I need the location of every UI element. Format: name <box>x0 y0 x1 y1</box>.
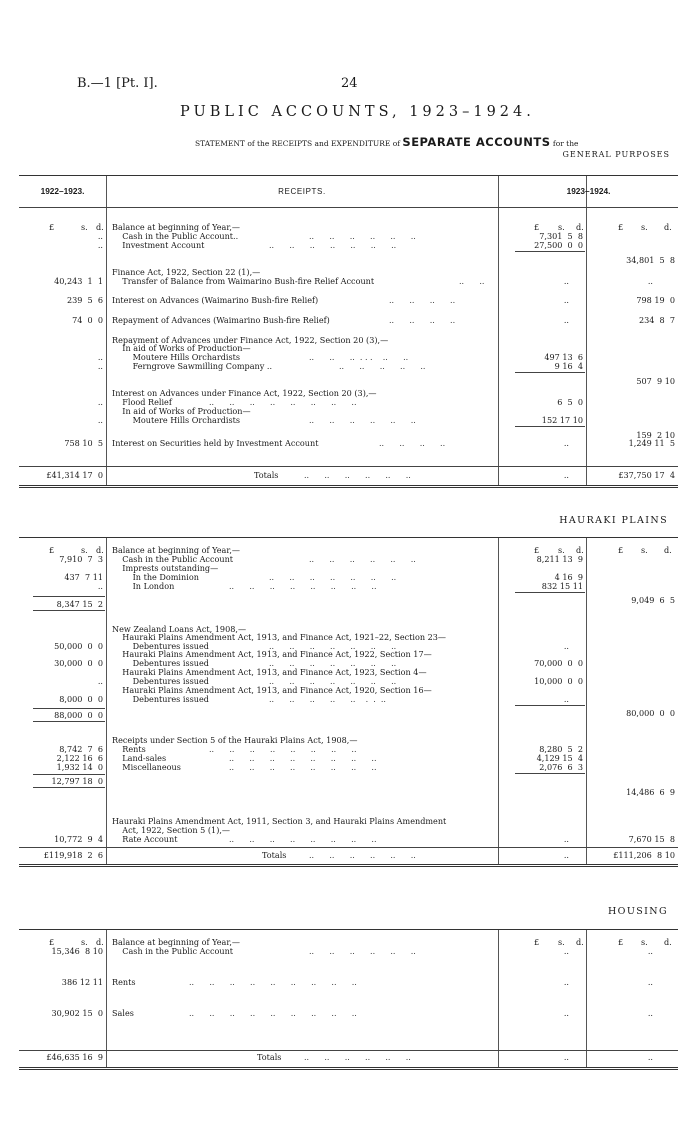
leader-dots: .. .. .. .. .. .. .. .. <box>229 582 377 591</box>
row-text: Sales <box>112 1008 134 1018</box>
leader-dots: .. .. .. .. .. .. .. .. .. <box>189 1009 357 1018</box>
unit-shillings: s. <box>641 937 648 947</box>
unit-pence: d. <box>664 545 672 555</box>
page-title: PUBLIC ACCOUNTS, 1923–1924. <box>180 104 535 120</box>
totals-label: Totals <box>262 850 287 860</box>
row-text: In aid of Works of Production— <box>112 343 251 353</box>
column-header-prev-year: 1922–1923. <box>40 186 85 196</box>
sub-value: .. <box>563 276 569 286</box>
sub-value: 8,211 13 9 <box>536 554 583 564</box>
row-text: Moutere Hills Orchardists <box>112 352 241 362</box>
totals-sub: .. <box>563 1052 569 1062</box>
sub-value: 497 13 6 <box>544 352 583 362</box>
row-text: In the Dominion <box>112 572 199 582</box>
row-text: In London <box>112 581 175 591</box>
sub-value: .. <box>563 694 569 704</box>
prev-value: 74 0 0 <box>72 315 103 325</box>
total-value: 7,670 15 8 <box>628 834 675 844</box>
leader-dots: .. .. .. .. .. .. .. .. <box>229 754 377 763</box>
row-text: Repayment of Advances under Finance Act, 1922, Section 20 (3),— <box>112 335 389 345</box>
leader-dots: .. .. .. .. .. .. .. .. <box>229 763 377 772</box>
unit-shillings: s. <box>558 545 565 555</box>
row-text: Cash in the Public Account <box>112 946 234 956</box>
total-value: 1,249 11 5 <box>628 438 675 448</box>
section-title-housing: HOUSING <box>607 906 668 917</box>
total-value: 14,486 6 9 <box>626 787 675 797</box>
general-purposes-table <box>19 175 678 488</box>
total-value: .. <box>647 1008 653 1018</box>
leader-dots: .. .. .. .. .. .. <box>304 1053 411 1062</box>
row-text: Interest on Securities held by Investment Account <box>112 438 319 448</box>
totals-label: Totals <box>257 1052 282 1062</box>
totals-label: Totals <box>254 470 279 480</box>
total-value: 159 2 10 <box>636 430 675 440</box>
unit-shillings: s. <box>641 222 648 232</box>
prev-value: 7,910 7 3 <box>59 554 103 564</box>
subtotal-prev: 12,797 18 0 <box>51 776 103 786</box>
unit-pound: £ <box>534 222 540 232</box>
leader-dots: .. .. .. .. .. .. <box>304 471 411 480</box>
total-value: 80,000 0 0 <box>626 708 675 718</box>
unit-pence: d. <box>664 937 672 947</box>
prev-value: 30,902 15 0 <box>51 1008 103 1018</box>
sub-value: 2,076 6 3 <box>539 762 583 772</box>
prev-value: 8,742 7 6 <box>59 744 103 754</box>
row-text: Moutere Hills Orchardists <box>112 415 241 425</box>
row-text: Transfer of Balance from Waimarino Bush-fire Relief Account <box>112 276 375 286</box>
hauraki-plains-table <box>19 537 678 867</box>
prev-value: .. <box>97 581 103 591</box>
leader-dots: .. .. .. .. .. .. <box>309 851 416 860</box>
row-text: Imprests outstanding— <box>112 563 219 573</box>
page-number: 24 <box>341 76 358 91</box>
leader-dots: .. .. .. .. .. .. .. <box>269 573 397 582</box>
unit-shillings: s. <box>558 222 565 232</box>
row-text: Balance at beginning of Year,— <box>112 937 241 947</box>
sub-value: 9 16 4 <box>554 361 583 371</box>
subtotal-prev: 88,000 0 0 <box>54 710 103 720</box>
sub-value: .. <box>563 977 569 987</box>
leader-dots: .. .. .. .. .. .. .. <box>269 642 397 651</box>
prev-value: .. <box>97 397 103 407</box>
totals-prev: £41,314 17 0 <box>46 470 103 480</box>
total-value: 34,801 5 8 <box>626 255 675 265</box>
row-text: Cash in the Public Account.. <box>112 231 239 241</box>
total-value: 234 8 7 <box>638 315 675 325</box>
row-text: Rate Account <box>112 834 178 844</box>
unit-pence: d. <box>96 545 104 555</box>
unit-shillings: s. <box>81 937 88 947</box>
subtotal-prev: 8,347 15 2 <box>56 599 103 609</box>
sub-value: 4,129 15 4 <box>536 753 583 763</box>
prev-value: 239 5 6 <box>66 295 103 305</box>
prev-value: .. <box>97 352 103 362</box>
leader-dots: .. .. .. .. .. .. .. .. <box>209 745 357 754</box>
row-text: Interest on Advances (Waimarino Bush-fire Relief) <box>112 295 319 305</box>
row-text: Land-sales <box>112 753 167 763</box>
prev-value: 1,932 14 0 <box>56 762 103 772</box>
leader-dots: .. .. .. .. .. . . .. <box>269 695 386 704</box>
leader-dots: .. .. .. .. <box>379 439 446 448</box>
prev-value: 15,346 8 10 <box>51 946 103 956</box>
unit-pound: £ <box>534 937 540 947</box>
sub-value: .. <box>563 315 569 325</box>
sub-value: 4 16 9 <box>554 572 583 582</box>
column-header-receipts: RECEIPTS. <box>278 187 326 196</box>
unit-pence: d. <box>576 222 584 232</box>
leader-dots: .. .. .. .. .. .. .. .. .. <box>189 978 357 987</box>
leader-dots: .. .. .. .. .. .. .. <box>269 677 397 686</box>
row-text: Rents <box>112 744 146 754</box>
leader-dots: .. .. .. .. .. .. .. .. <box>229 835 377 844</box>
leader-dots: .. .. .. .. <box>389 316 456 325</box>
sub-value: .. <box>563 834 569 844</box>
row-text: Repayment of Advances (Waimarino Bush-fire Relief) <box>112 315 330 325</box>
row-text: Debentures issued <box>112 676 209 686</box>
sub-value: 10,000 0 0 <box>534 676 583 686</box>
row-text: Debentures issued <box>112 658 209 668</box>
prev-value: 30,000 0 0 <box>54 658 103 668</box>
leader-dots: .. .. .. .. .. .. <box>309 416 416 425</box>
row-text: Cash in the Public Account <box>112 554 234 564</box>
prev-value: 10,772 9 4 <box>54 834 103 844</box>
prev-value: 437 7 11 <box>64 572 103 582</box>
unit-shillings: s. <box>641 545 648 555</box>
total-value: 798 19 0 <box>636 295 675 305</box>
row-text: Finance Act, 1922, Section 22 (1),— <box>112 267 261 277</box>
unit-pound: £ <box>618 222 624 232</box>
row-text: Ferngrove Sawmilling Company .. <box>112 361 273 371</box>
row-text: Debentures issued <box>112 694 209 704</box>
row-text: Hauraki Plains Amendment Act, 1913, and Finance Act, 1921–22, Section 23— <box>112 632 447 642</box>
sub-value: .. <box>563 641 569 651</box>
row-text: Miscellaneous <box>112 762 181 772</box>
statement-subtitle: STATEMENT of the RECEIPTS and EXPENDITURE of SEPARATE ACCOUNTS for the <box>195 135 579 149</box>
totals-current: £111,206 8 10 <box>613 850 675 860</box>
section-title-general-purposes: GENERAL PURPOSES <box>562 150 670 159</box>
unit-shillings: s. <box>81 545 88 555</box>
prev-value: 40,243 1 1 <box>54 276 103 286</box>
totals-sub: .. <box>563 470 569 480</box>
unit-pound: £ <box>618 937 624 947</box>
leader-dots: .. .. .. .. <box>389 296 456 305</box>
totals-sub: .. <box>563 850 569 860</box>
totals-prev: £46,635 16 9 <box>46 1052 103 1062</box>
row-text: Hauraki Plains Amendment Act, 1911, Section 3, and Hauraki Plains Amendment <box>112 816 447 826</box>
total-value: .. <box>647 276 653 286</box>
sub-value: 27,500 0 0 <box>534 240 583 250</box>
leader-dots: .. .. .. .. .. .. <box>309 232 416 241</box>
sub-value: 832 15 11 <box>541 581 583 591</box>
row-text: Debentures issued <box>112 641 209 651</box>
sub-value: .. <box>563 295 569 305</box>
total-value: .. <box>647 977 653 987</box>
prev-value: .. <box>97 361 103 371</box>
leader-dots: .. .. .. .. .. .. .. .. <box>209 398 357 407</box>
prev-value: .. <box>97 231 103 241</box>
row-text: Receipts under Section 5 of the Hauraki Plains Act, 1908,— <box>112 735 358 745</box>
prev-value: 50,000 0 0 <box>54 641 103 651</box>
total-value: .. <box>647 946 653 956</box>
row-text: Flood Relief <box>112 397 172 407</box>
row-text: Interest on Advances under Finance Act, 1922, Section 20 (3),— <box>112 388 377 398</box>
leader-dots: .. .. .. .. .. .. .. <box>269 659 397 668</box>
unit-shillings: s. <box>558 937 565 947</box>
leader-dots: .. .. <box>459 277 485 286</box>
housing-table <box>19 929 678 1070</box>
leader-dots: .. .. .. .. .. .. <box>309 947 416 956</box>
row-text: New Zealand Loans Act, 1908,— <box>112 624 247 634</box>
sub-value: 7,301 5 8 <box>539 231 583 241</box>
unit-shillings: s. <box>81 222 88 232</box>
row-text: Hauraki Plains Amendment Act, 1913, and Finance Act, 1920, Section 16— <box>112 685 432 695</box>
sub-value: .. <box>563 438 569 448</box>
totals-prev: £119,918 2 6 <box>43 850 103 860</box>
row-text: Act, 1922, Section 5 (1),— <box>112 825 231 835</box>
prev-value: .. <box>97 240 103 250</box>
unit-pence: d. <box>576 545 584 555</box>
total-value: 9,049 6 5 <box>631 595 675 605</box>
unit-pound: £ <box>49 545 55 555</box>
row-text: In aid of Works of Production— <box>112 406 251 416</box>
sub-value: .. <box>563 946 569 956</box>
leader-dots: .. .. .. . . . .. .. <box>309 353 409 362</box>
row-text: Balance at beginning of Year,— <box>112 545 241 555</box>
totals-current: .. <box>647 1052 653 1062</box>
unit-pound: £ <box>49 937 55 947</box>
leader-dots: .. .. .. .. .. .. <box>309 555 416 564</box>
row-text: Rents <box>112 977 136 987</box>
unit-pence: d. <box>96 937 104 947</box>
section-title-hauraki-plains: HAURAKI PLAINS <box>559 515 668 526</box>
row-text: Balance at beginning of Year,— <box>112 222 241 232</box>
prev-value: 8,000 0 0 <box>59 694 103 704</box>
prev-value: 386 12 11 <box>61 977 103 987</box>
column-header-current-year: 1923–1924. <box>566 186 611 196</box>
prev-value: .. <box>97 676 103 686</box>
unit-pound: £ <box>534 545 540 555</box>
prev-value: .. <box>97 415 103 425</box>
document-reference: B.—1 [Pt. I]. <box>77 76 158 91</box>
unit-pence: d. <box>664 222 672 232</box>
leader-dots: .. .. .. .. .. .. .. <box>269 241 397 250</box>
row-text: Hauraki Plains Amendment Act, 1913, and Finance Act, 1922, Section 17— <box>112 649 432 659</box>
total-value: 507 9 10 <box>636 376 675 386</box>
leader-dots: .. .. .. .. .. <box>339 362 426 371</box>
sub-value: 152 17 10 <box>541 415 583 425</box>
unit-pence: d. <box>576 937 584 947</box>
sub-value: 6 5 0 <box>557 397 583 407</box>
unit-pence: d. <box>96 222 104 232</box>
totals-current: £37,750 17 4 <box>618 470 675 480</box>
sub-value: 70,000 0 0 <box>534 658 583 668</box>
sub-value: 8,280 5 2 <box>539 744 583 754</box>
row-text: Investment Account <box>112 240 205 250</box>
sub-value: .. <box>563 1008 569 1018</box>
unit-pound: £ <box>618 545 624 555</box>
prev-value: 758 10 5 <box>64 438 103 448</box>
row-text: Hauraki Plains Amendment Act, 1913, and Finance Act, 1923, Section 4— <box>112 667 427 677</box>
prev-value: 2,122 16 6 <box>56 753 103 763</box>
unit-pound: £ <box>49 222 55 232</box>
